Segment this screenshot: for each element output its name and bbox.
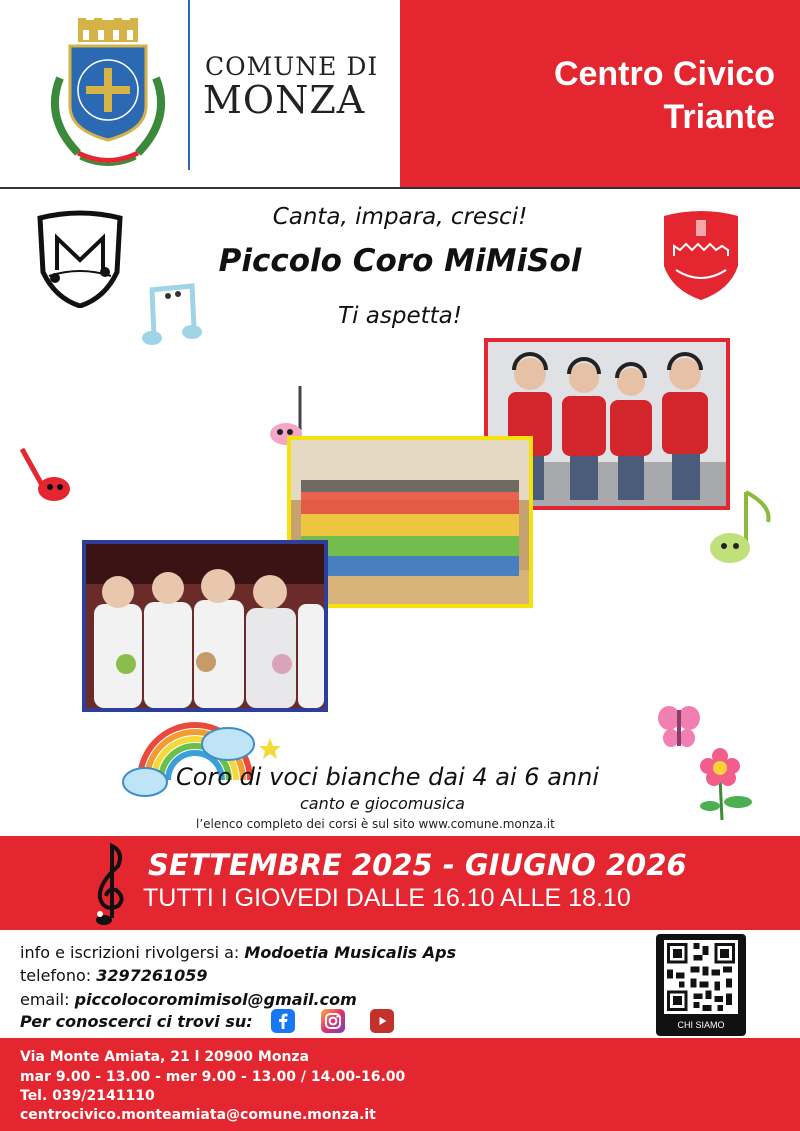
season-period: SETTEMBRE 2025 - GIUGNO 2026 <box>148 848 687 882</box>
info-phone-value[interactable]: 3297261059 <box>96 966 208 985</box>
weekly-schedule: TUTTI I GIOVEDI DALLE 16.10 ALLE 18.10 <box>143 884 631 912</box>
intro-tagline: Canta, impara, cresci! <box>272 204 528 230</box>
qr-code[interactable] <box>656 934 746 1036</box>
monza-crest-logo <box>38 18 178 173</box>
choir-subtitle: canto e giocomusica <box>300 794 465 813</box>
red-note-icon <box>16 445 74 505</box>
qr-code-image <box>664 940 738 1014</box>
treble-clef-icon <box>88 840 134 928</box>
footer-phone[interactable]: Tel. 039/2141110 <box>20 1088 155 1104</box>
info-contact-label: info e iscrizioni rivolgersi a: <box>20 943 245 962</box>
choir-title: Coro di voci bianche dai 4 ai 6 anni <box>176 763 599 791</box>
qr-code-label: CHI SIAMO <box>677 1020 725 1030</box>
comune-label: COMUNE DI <box>205 52 379 81</box>
header-left <box>0 0 400 188</box>
header <box>0 0 800 188</box>
info-email-label: email: <box>20 990 75 1009</box>
instagram-icon[interactable] <box>321 1009 345 1033</box>
intro-title: Piccolo Coro MiMiSol <box>218 243 582 279</box>
photo-children-concert <box>82 540 328 712</box>
info-phone <box>20 966 208 985</box>
header-bottom-rule <box>0 187 800 189</box>
info-contact-value: Modoetia Musicalis Aps <box>244 943 457 962</box>
footer-email[interactable]: centrocivico.monteamiata@comune.monza.it <box>20 1107 376 1123</box>
centro-civico-name: Triante <box>663 98 775 136</box>
info-contact <box>20 943 456 962</box>
modoetia-musicalis-logo <box>35 210 125 308</box>
footer-address: Via Monte Amiata, 21 l 20900 Monza <box>20 1049 310 1065</box>
social-prompt: Per conoscerci ci trovi su: <box>20 1012 253 1031</box>
music-note-icon <box>140 282 206 348</box>
header-right <box>400 0 800 188</box>
butterfly-icon <box>656 702 702 750</box>
intro-subtitle: Ti aspetta! <box>338 303 462 329</box>
header-divider <box>188 0 190 170</box>
info-phone-label: telefono: <box>20 966 97 985</box>
facebook-icon[interactable] <box>271 1009 295 1033</box>
courses-note: l’elenco completo dei corsi è sul sito www.comune.monza.it <box>196 817 555 831</box>
footer-hours: mar 9.00 - 13.00 - mer 9.00 - 13.00 / 14.00-16.00 <box>20 1069 406 1085</box>
centro-civico-title: Centro Civico <box>553 55 775 93</box>
info-email <box>20 990 357 1009</box>
youtube-icon[interactable] <box>370 1009 394 1033</box>
info-email-value[interactable]: piccolocoromimisol@gmail.com <box>74 990 357 1009</box>
piccolo-coro-logo <box>660 210 742 302</box>
city-name: MONZA <box>203 78 366 122</box>
